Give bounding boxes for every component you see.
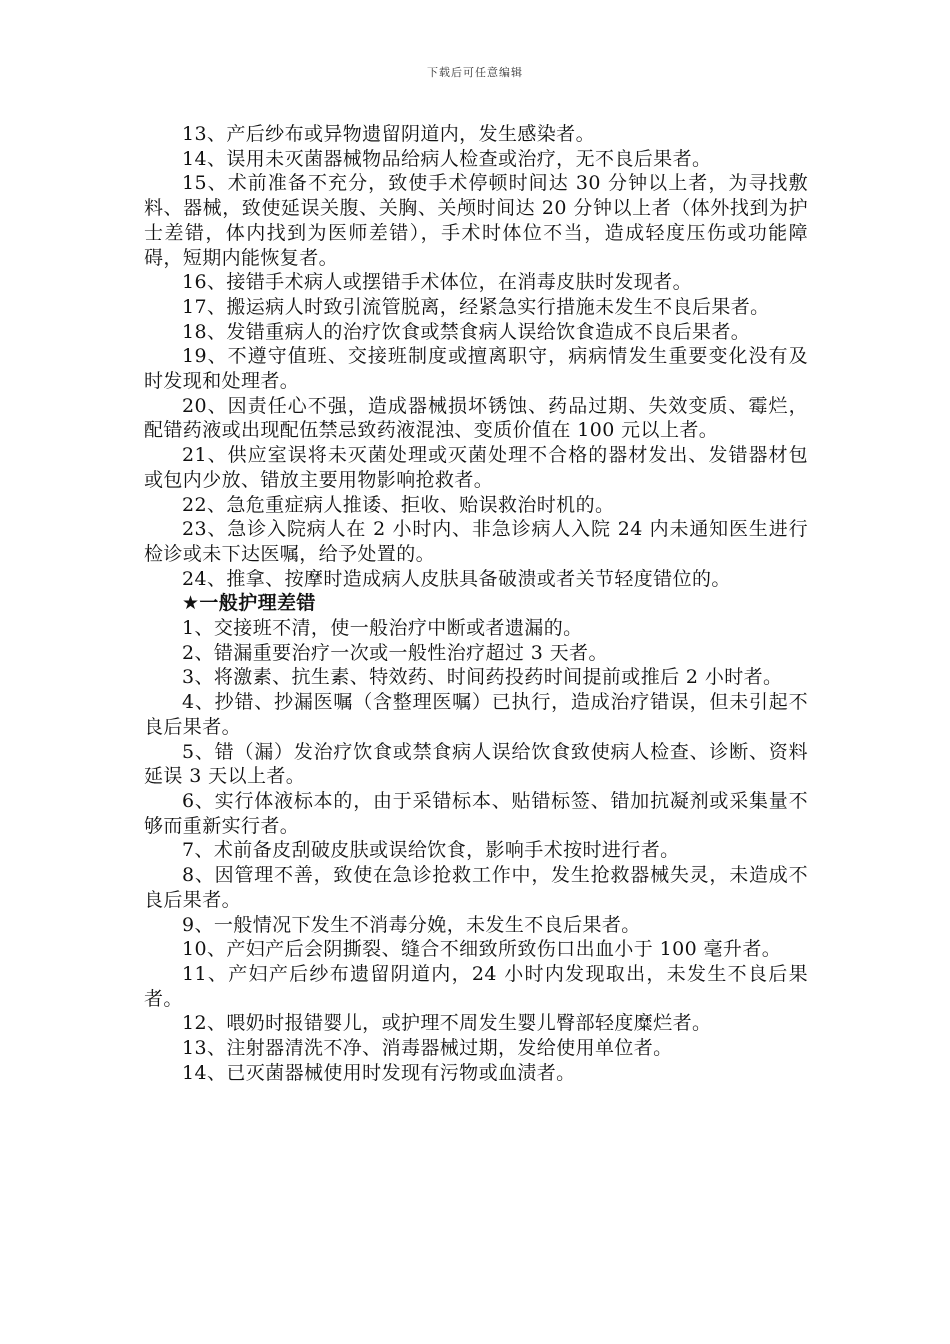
list-item: 13、产后纱布或异物遗留阴道内，发生感染者。 xyxy=(182,123,595,145)
list-item: 14、已灭菌器械使用时发现有污物或血渍者。 xyxy=(182,1061,576,1084)
list-item: 18、发错重病人的治疗饮食或禁食病人误给饮食造成不良后果者。 xyxy=(182,320,751,343)
list-item: 14、误用未灭菌器械物品给病人检查或治疗，无不良后果者。 xyxy=(182,147,712,170)
list-item: 22、急危重症病人推诿、拒收、贻误救治时机的。 xyxy=(182,493,615,516)
list-item: 11、产妇产后纱布遗留阴道内，24 小时内发现取出，未发生不良后果者。 xyxy=(144,962,808,1010)
list-item: 10、产妇产后会阴撕裂、缝合不细致所致伤口出血小于 100 毫升者。 xyxy=(182,938,782,961)
list-item: 7、术前备皮刮破皮肤或误给饮食，影响手术按时进行者。 xyxy=(182,839,680,862)
list-item: 23、急诊入院病人在 2 小时内、非急诊病人入院 24 内未通知医生进行检诊或未下达医嘱，给予处置的。 xyxy=(144,518,808,565)
list-item: 12、喂奶时报错婴儿，或护理不周发生婴儿臀部轻度糜烂者。 xyxy=(182,1012,712,1035)
page-header-note: 下载后可任意编辑 xyxy=(427,66,523,79)
section-heading: ★一般护理差错 xyxy=(182,592,316,615)
list-item: 17、搬运病人时致引流管脱离，经紧急实行措施未发生不良后果者。 xyxy=(182,295,770,318)
list-item: 4、抄错、抄漏医嘱（含整理医嘱）已执行，造成治疗错误，但未引起不良后果者。 xyxy=(144,691,808,738)
list-item: 8、因管理不善，致使在急诊抢救工作中，发生抢救器械失灵，未造成不良后果者。 xyxy=(144,864,808,911)
list-item: 1、交接班不清，使一般治疗中断或者遗漏的。 xyxy=(182,617,583,640)
list-item: 16、接错手术病人或摆错手术体位，在消毒皮肤时发现者。 xyxy=(182,271,692,294)
list-item: 13、注射器清洗不净、消毒器械过期，发给使用单位者。 xyxy=(182,1037,673,1060)
list-item: 20、因责任心不强，造成器械损坏锈蚀、药品过期、失效变质、霉烂，配错药液或出现配伍禁忌致药液混浊、变质价值在 100 元以上者。 xyxy=(144,394,808,442)
list-item: 2、错漏重要治疗一次或一般性治疗超过 3 天者。 xyxy=(182,641,608,664)
list-item: 6、实行体液标本的，由于采错标本、贴错标签、错加抗凝剂或采集量不够而重新实行者。 xyxy=(144,789,808,837)
list-item: 15、术前准备不充分，致使手术停顿时间达 30 分钟以上者，为寻找敷料、器械，致使延误关腹、关胸、关颅时间达 20 分钟以上者（体外找到为护士差错，体内找到为医师差错），手术时体位不当，造成轻度压伤或功能障碍，短期内能恢复者。 xyxy=(144,172,808,269)
list-item: 24、推拿、按摩时造成病人皮肤具备破溃或者关节轻度错位的。 xyxy=(182,567,731,590)
list-item: 19、不遵守值班、交接班制度或擅离职守，病病情发生重要变化没有及时发现和处理者。 xyxy=(144,345,808,393)
document-body xyxy=(144,122,808,1085)
list-item: 5、错（漏）发治疗饮食或禁食病人误给饮食致使病人检查、诊断、资料延误 3 天以上者。 xyxy=(144,740,808,788)
list-item: 9、一般情况下发生不消毒分娩，未发生不良后果者。 xyxy=(182,913,641,936)
list-item: 21、供应室误将未灭菌处理或灭菌处理不合格的器材发出、发错器材包或包内少放、错放主要用物影响抢救者。 xyxy=(144,444,808,491)
list-item: 3、将激素、抗生素、特效药、时间药投药时间提前或推后 2 小时者。 xyxy=(182,666,783,689)
